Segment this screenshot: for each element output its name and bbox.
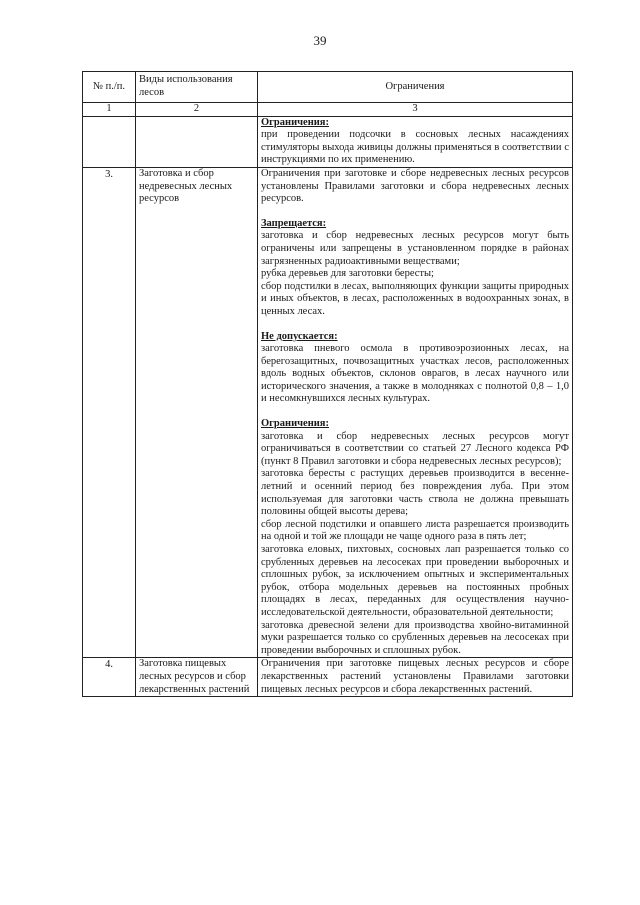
column-index: 1 bbox=[83, 103, 136, 117]
page-number: 39 bbox=[313, 33, 327, 48]
section-label: Не допускается: bbox=[261, 330, 338, 342]
table-header-row bbox=[83, 72, 573, 103]
restriction-item: заготовка еловых, пихтовых, сосновых лап разрешается только со срубленных деревьев на лесосеках при проведении выборочных и сплошных рубок, за исключением опытных и экспериментальных рубок, отбора модельных деревьев на постоянных пробных площадях в лесах, переданных для осуществления научно-исследовательской деятельности, образовательной деятельности; bbox=[261, 544, 569, 618]
restriction-item: сбор лесной подстилки и опавшего листа разрешается производить на одной и той же площади не чаще одного раза в пять лет; bbox=[261, 518, 569, 543]
restriction-item: заготовка и сбор недревесных лесных ресурсов могут быть ограничены или запрещены в установленном порядке в районах загрязненных радиоактивными веществами; bbox=[261, 230, 569, 267]
restriction-item: заготовка и сбор недревесных лесных ресурсов могут ограничиваться в соответствии со статьей 27 Лесного кодекса РФ (пункт 8 Правил заготовки и сбора недревесных лесных ресурсов); bbox=[261, 430, 569, 467]
use-type-cell: Заготовка пищевых лесных ресурсов и сбор лекарственных растений bbox=[136, 658, 258, 697]
use-type-cell bbox=[136, 116, 258, 167]
restriction-item: Ограничения при заготовке пищевых лесных ресурсов и сборе лекарственных растений установлены Правилами заготовки пищевых лесных ресурсов и сбора лекарственных растений. bbox=[261, 658, 569, 695]
section-label: Ограничения: bbox=[261, 116, 329, 128]
restrictions-cell bbox=[258, 116, 573, 167]
section-spacer bbox=[261, 206, 569, 218]
restriction-item: рубка деревьев для заготовки бересты; bbox=[261, 268, 434, 280]
use-type-cell: Заготовка и сбор недревесных лесных ресурсов bbox=[136, 167, 258, 657]
restriction-item: заготовка бересты с растущих деревьев производится в весенне-летний и осенний период без повреждения луба. При этом используемая для заготовки часть ствола не должна превышать половины общей высоты дерева; bbox=[261, 468, 569, 518]
table-row bbox=[83, 116, 573, 167]
restriction-item: заготовка древесной зелени для производства хвойно-витаминной муки разрешается только со срубленных деревьев на лесосеках при проведении выборочных и сплошных рубок. bbox=[261, 619, 569, 656]
table-row bbox=[83, 658, 573, 697]
header-number: № п./п. bbox=[83, 72, 136, 103]
restrictions-table bbox=[82, 71, 573, 697]
restriction-item: Ограничения при заготовке и сборе недревесных лесных ресурсов установлены Правилами заготовки и сбора недревесных лесных ресурсов. bbox=[261, 167, 569, 205]
column-index: 2 bbox=[136, 103, 258, 117]
section-spacer bbox=[261, 406, 569, 418]
table-body bbox=[83, 116, 573, 697]
column-index: 3 bbox=[258, 103, 573, 117]
column-index-row bbox=[83, 103, 573, 117]
restriction-item: заготовка пневого осмола в противоэрозионных лесах, на берегозащитных, почвозащитных участках лесов, расположенных вдоль водных объектов, склонов оврагов, в лесах научного или исторического значения, а также в молодняках с полнотой 0,8 – 1,0 и несомкнувшихся лесных культурах. bbox=[261, 343, 569, 405]
restriction-item: при проведении подсочки в сосновых лесных насаждениях стимуляторы выхода живицы должны применяться в соответствии с инструкциями по их применению. bbox=[261, 129, 569, 166]
section-spacer bbox=[261, 319, 569, 331]
table-row bbox=[83, 167, 573, 657]
restrictions-cell bbox=[258, 658, 573, 697]
section-label: Запрещается: bbox=[261, 217, 327, 229]
restrictions-cell bbox=[258, 167, 573, 657]
row-number bbox=[83, 116, 136, 167]
header-use-type: Виды использования лесов bbox=[136, 72, 258, 103]
section-label: Ограничения: bbox=[261, 418, 329, 430]
header-restrictions: Ограничения bbox=[258, 72, 573, 103]
restriction-item: сбор подстилки в лесах, выполняющих функции защиты природных и иных объектов, в лесах, расположенных в водоохранных зонах, в ценных лесах. bbox=[261, 280, 569, 317]
row-number: 3. bbox=[83, 167, 136, 657]
row-number: 4. bbox=[83, 658, 136, 697]
